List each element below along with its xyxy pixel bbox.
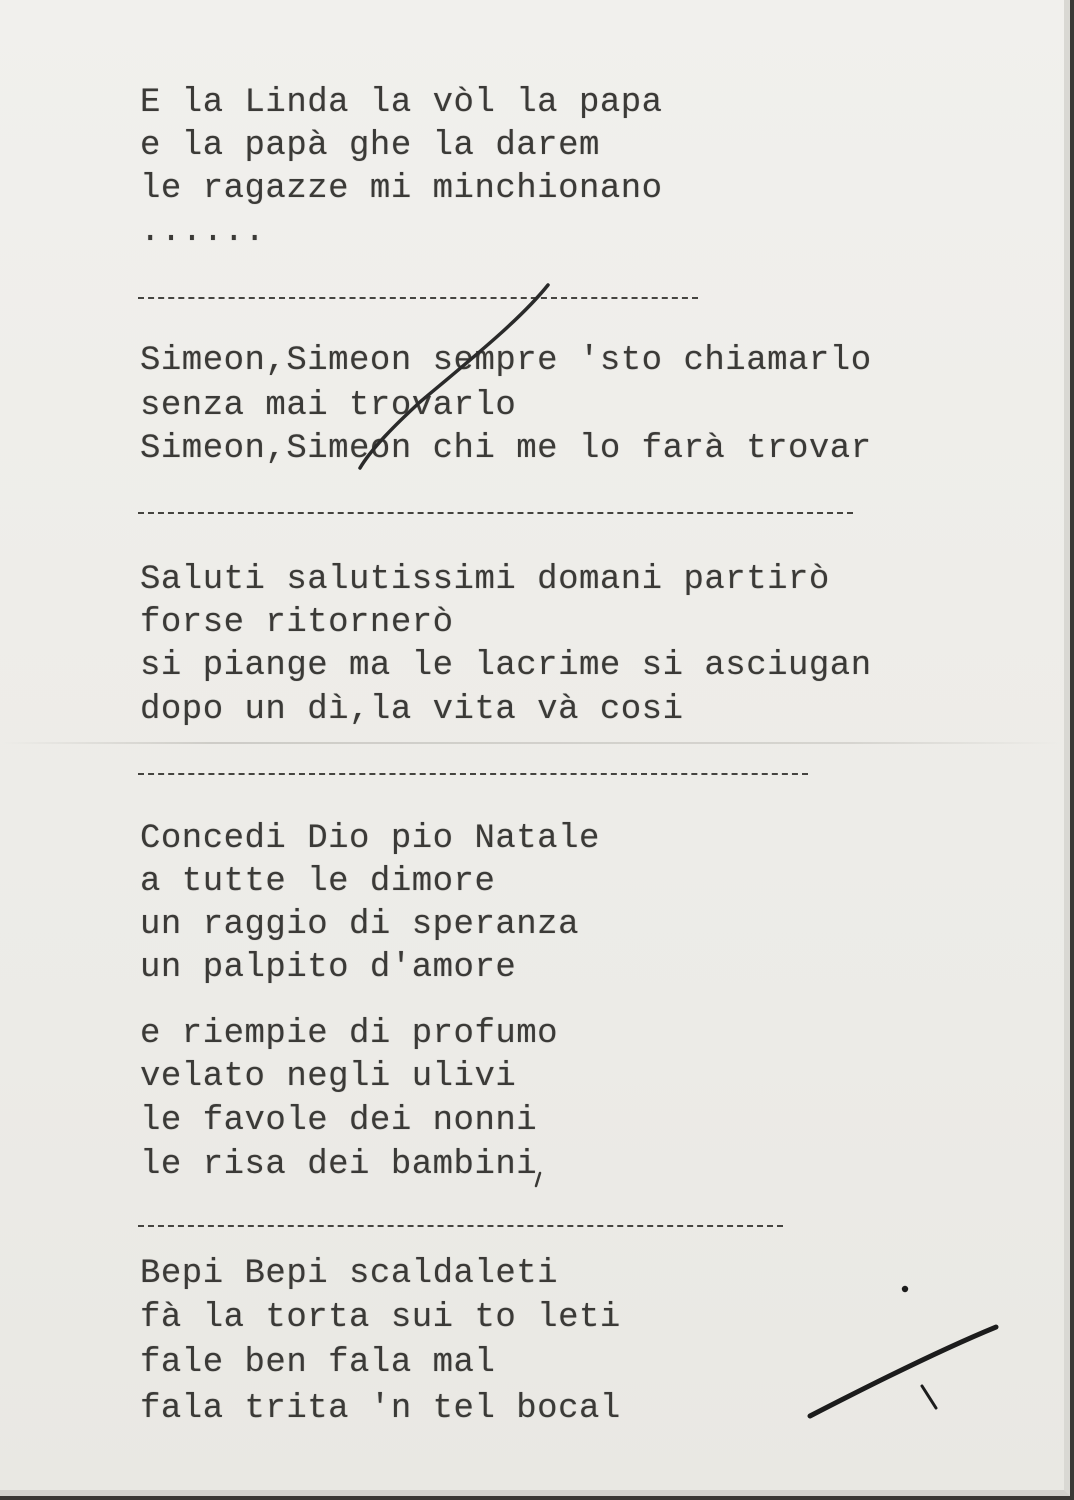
stanza-4-line-6: velato negli ulivi (140, 1058, 517, 1096)
stanza-4-line-5: e riempie di profumo (140, 1015, 559, 1053)
stanza-4-line-3: un raggio di speranza (140, 906, 579, 944)
stanza-4-line-7: le favole dei nonni (140, 1102, 538, 1140)
stanza-3-line-2: forse ritornerò (140, 604, 454, 642)
stanza-1-line-1: E la Linda la vòl la papa (140, 84, 663, 122)
stanza-1-line-4: ...... (140, 213, 266, 251)
stanza-3-line-4: dopo un dì,la vita và cosi (140, 691, 684, 729)
separator-rule (138, 512, 853, 514)
stanza-1-line-3: le ragazze mi minchionano (140, 170, 663, 208)
paper-fold-crease (0, 742, 1064, 744)
stanza-5-line-3: fale ben fala mal (140, 1344, 496, 1382)
stanza-5-line-2: fà la torta sui to leti (140, 1299, 621, 1337)
stanza-4-line-1: Concedi Dio pio Natale (140, 820, 600, 858)
stanza-2-line-3: Simeon,Simeon chi me lo farà trovar (140, 430, 872, 468)
separator-rule (138, 297, 698, 299)
stanza-2-line-2: senza mai trovarlo (140, 387, 517, 425)
stanza-4-line-8: le risa dei bambini (140, 1146, 538, 1184)
separator-rule (138, 1225, 783, 1227)
stanza-5-line-1: Bepi Bepi scaldaleti (140, 1255, 559, 1293)
stanza-3-line-3: si piange ma le lacrime si asciugan (140, 647, 872, 685)
stanza-3-line-1: Saluti salutissimi domani partirò (140, 561, 830, 599)
separator-rule (138, 773, 808, 775)
stanza-5-line-4: fala trita 'n tel bocal (140, 1390, 621, 1428)
stanza-1-line-2: e la papà ghe la darem (140, 127, 600, 165)
stanza-2-line-1: Simeon,Simeon sempre 'sto chiamarlo (140, 342, 872, 380)
stanza-4-line-2: a tutte le dimore (140, 863, 496, 901)
stanza-4-line-4: un palpito d'amore (140, 949, 517, 987)
